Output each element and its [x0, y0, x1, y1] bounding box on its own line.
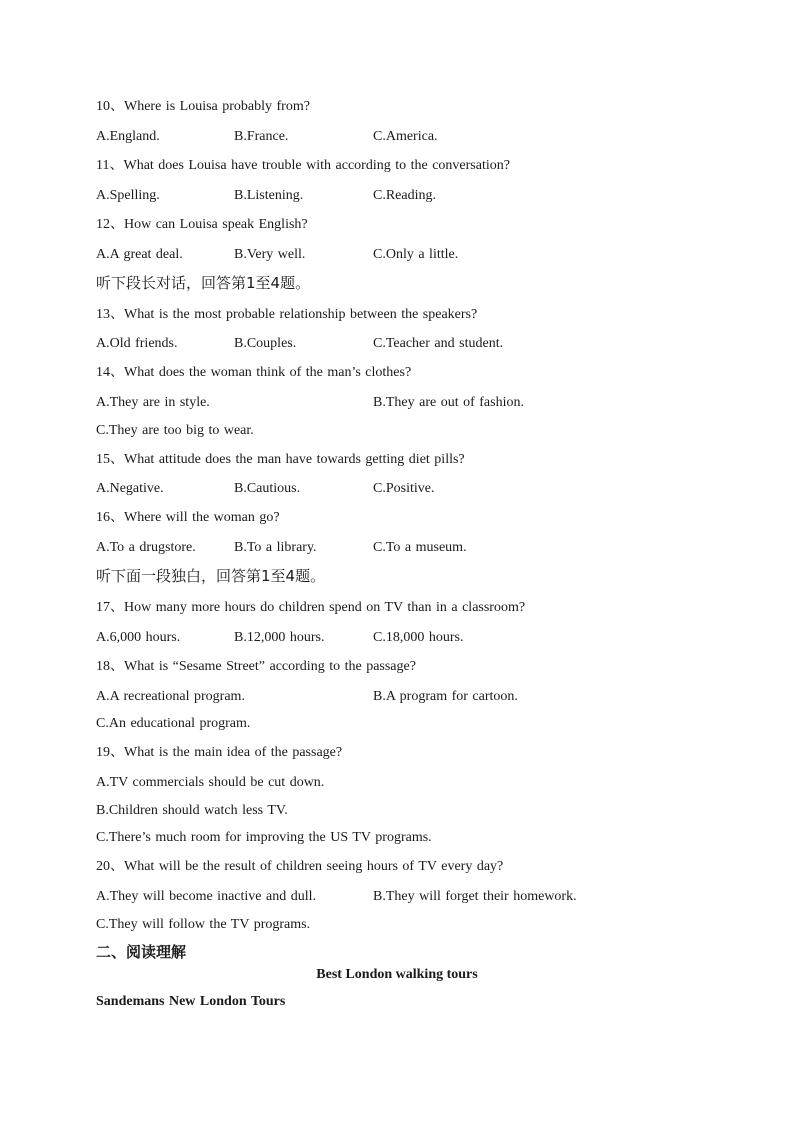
question-20-option-b: B.They will forget their homework.: [373, 889, 577, 904]
question-15-option-b: B.Cautious.: [234, 481, 301, 496]
question-13: 13、What is the most probable relationship between the speakers?: [96, 307, 478, 322]
passage-subheading: Sandemans New London Tours: [96, 994, 286, 1009]
question-11-option-c: C.Reading.: [373, 188, 436, 203]
question-13-option-b: B.Couples.: [234, 336, 297, 351]
question-20-option-c: C.They will follow the TV programs.: [96, 917, 311, 932]
question-10-option-b: B.France.: [234, 129, 289, 144]
question-17-option-b: B.12,000 hours.: [234, 630, 325, 645]
question-16-option-c: C.To a museum.: [373, 540, 467, 555]
question-11: 11、What does Louisa have trouble with according to the conversation?: [96, 158, 510, 173]
question-15: 15、What attitude does the man have towards getting diet pills?: [96, 452, 465, 467]
question-17-option-c: C.18,000 hours.: [373, 630, 464, 645]
question-19: 19、What is the main idea of the passage?: [96, 745, 343, 760]
question-15-option-a: A.Negative.: [96, 481, 164, 496]
question-18: 18、What is “Sesame Street” according to the passage?: [96, 659, 416, 674]
question-19-option-a: A.TV commercials should be cut down.: [96, 775, 325, 790]
question-16-option-a: A.To a drugstore.: [96, 540, 196, 555]
question-13-option-a: A.Old friends.: [96, 336, 178, 351]
question-16-option-b: B.To a library.: [234, 540, 317, 555]
question-14-option-c: C.They are too big to wear.: [96, 423, 254, 438]
question-20: 20、What will be the result of children seeing hours of TV every day?: [96, 859, 504, 874]
section-heading-reading: 二、阅读理解: [96, 943, 187, 961]
question-12-option-a: A.A great deal.: [96, 247, 183, 262]
passage-title: Best London walking tours: [316, 967, 478, 982]
question-15-option-c: C.Positive.: [373, 481, 435, 496]
question-17-option-a: A.6,000 hours.: [96, 630, 181, 645]
question-10: 10、Where is Louisa probably from?: [96, 99, 310, 114]
question-12-option-c: C.Only a little.: [373, 247, 459, 262]
question-18-option-b: B.A program for cartoon.: [373, 689, 518, 704]
question-20-option-a: A.They will become inactive and dull.: [96, 889, 316, 904]
question-14-option-b: B.They are out of fashion.: [373, 395, 524, 410]
question-11-option-b: B.Listening.: [234, 188, 304, 203]
listening-instruction-1: 听下段长对话，回答第1至4题。: [96, 274, 311, 292]
question-11-option-a: A.Spelling.: [96, 188, 160, 203]
question-12-option-b: B.Very well.: [234, 247, 306, 262]
question-17: 17、How many more hours do children spend on TV than in a classroom?: [96, 600, 526, 615]
question-16: 16、Where will the woman go?: [96, 510, 280, 525]
listening-instruction-2: 听下面一段独白，回答第1至4题。: [96, 567, 326, 585]
question-14-option-a: A.They are in style.: [96, 395, 210, 410]
question-18-option-c: C.An educational program.: [96, 716, 251, 731]
question-18-option-a: A.A recreational program.: [96, 689, 245, 704]
question-12: 12、How can Louisa speak English?: [96, 217, 308, 232]
question-10-option-c: C.America.: [373, 129, 438, 144]
question-19-option-b: B.Children should watch less TV.: [96, 803, 288, 818]
question-10-option-a: A.England.: [96, 129, 160, 144]
question-14: 14、What does the woman think of the man’s clothes?: [96, 365, 412, 380]
question-19-option-c: C.There’s much room for improving the US TV programs.: [96, 830, 432, 845]
question-13-option-c: C.Teacher and student.: [373, 336, 504, 351]
